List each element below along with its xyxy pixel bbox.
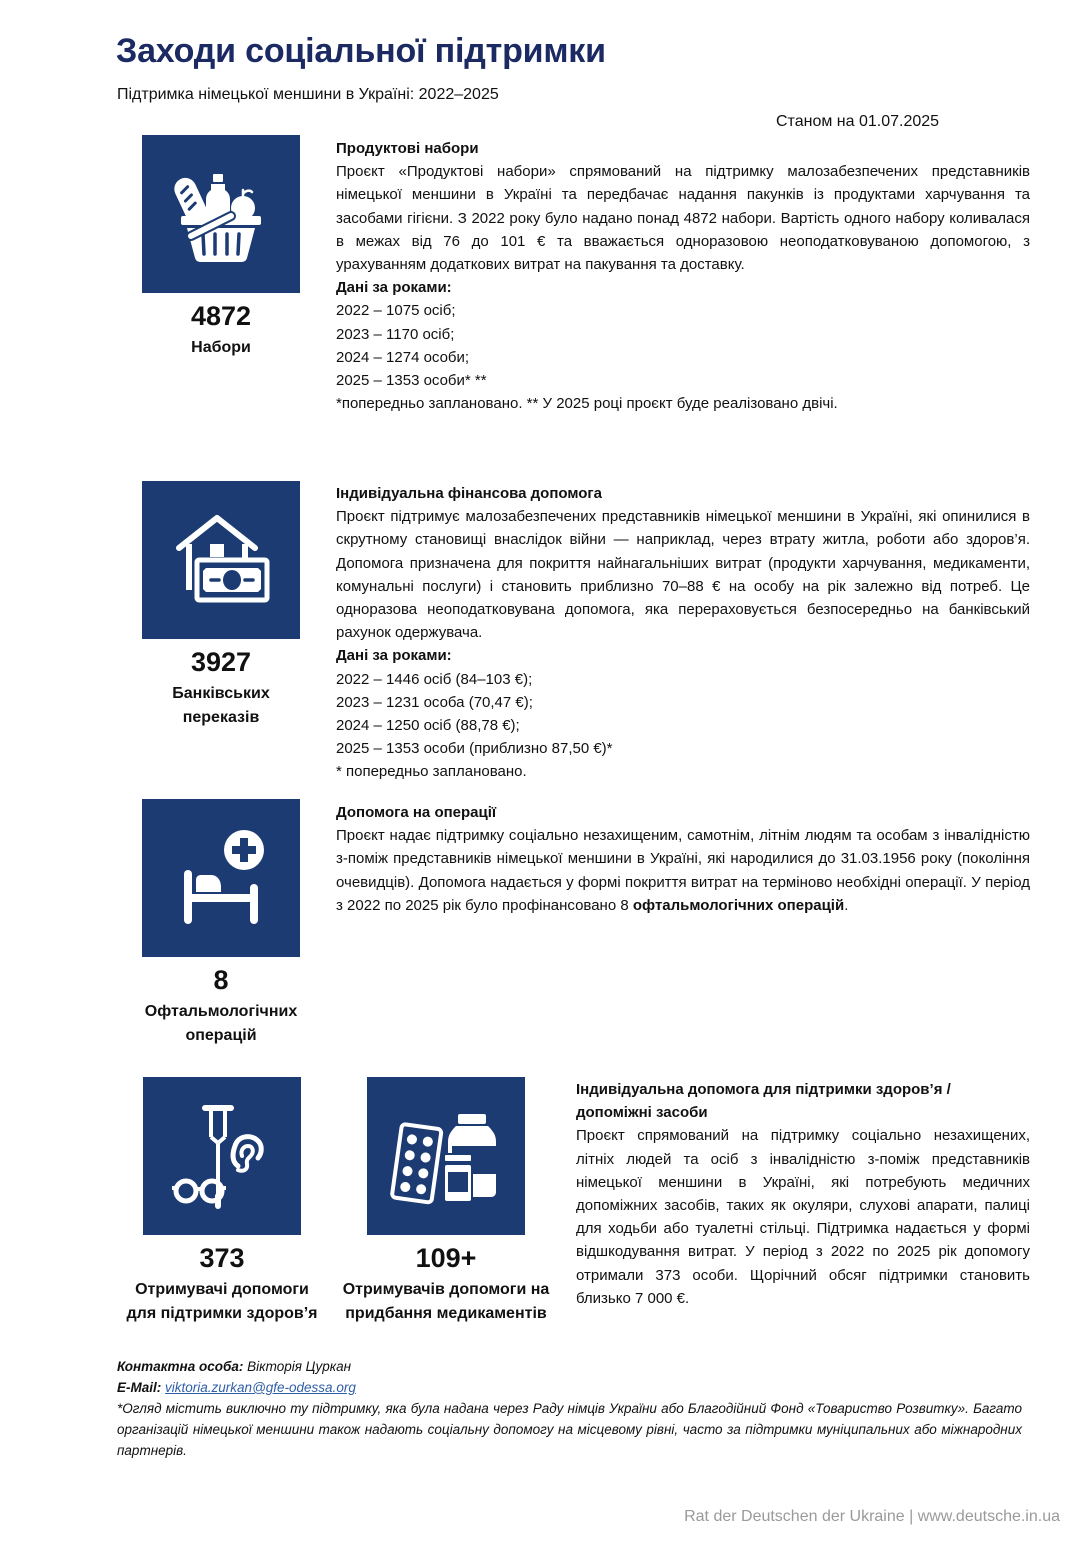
section-body bbox=[336, 824, 1030, 917]
hospital-bed-icon bbox=[142, 799, 300, 957]
year-row: 2022 – 1446 осіб (84–103 €); bbox=[336, 670, 533, 688]
food-basket-icon bbox=[142, 135, 300, 293]
section-food-packages bbox=[336, 137, 1030, 415]
section-body: Проєкт «Продуктові набори» спрямований на підтримку малозабезпечених представників німецької меншини в Україні та передбачає надання пакунків із продуктами харчування та засобами гігієни. З 2022 року було надано понад 4872 набори. Вартість одного набору коливалася в межах від 76 до 101 € та вважається одноразовою неоподатковуваною допомогою, з урахуванням додаткових витрат на пакування та доставку. bbox=[336, 163, 1030, 274]
stat-food-packages bbox=[142, 300, 300, 360]
stat-bank-transfers bbox=[142, 646, 300, 730]
stat-value: 109+ bbox=[415, 1243, 477, 1273]
section-body-emphasis: офтальмологічних операцій bbox=[632, 896, 845, 914]
stat-label-line: Офтальмологічних bbox=[144, 1003, 298, 1020]
section-body: Проєкт спрямований на підтримку соціально незахищених, літніх людей та осіб з інвалідністю з-поміж представників німецької меншини в Україні, які потребують медичних допоміжних засобів, таких як окуляри, слухові апарати, палиці для ходьби або туалетні стільці. Підтримка надається у формі відшкодування витрат. У період з 2022 по 2025 рік допомогу отримали 373 особи. Щорічний обсяг підтримки становить близько 7 000 €. bbox=[576, 1127, 1030, 1307]
section-heading-line: допоміжні засоби bbox=[576, 1104, 708, 1122]
section-health-aids bbox=[576, 1078, 1030, 1310]
section-body-end: . bbox=[844, 896, 849, 914]
stat-label-line: для підтримки bbox=[126, 1305, 242, 1322]
contact-footer bbox=[117, 1356, 1022, 1461]
stat-label: Набори bbox=[191, 339, 251, 356]
year-row: 2024 – 1274 особи; bbox=[336, 348, 470, 366]
stat-label-line: придбання медикаментів bbox=[345, 1305, 547, 1322]
stat-label bbox=[142, 682, 300, 730]
stat-label-line: Отримувачі допомоги bbox=[135, 1281, 309, 1298]
contact-person bbox=[117, 1356, 1022, 1377]
stat-value: 3927 bbox=[190, 647, 252, 677]
contact-email bbox=[117, 1377, 1022, 1398]
year-row: 2023 – 1231 особа (70,47 €); bbox=[336, 693, 533, 711]
stat-operations bbox=[132, 964, 310, 1048]
disclaimer-note: *Огляд містить виключно ту підтримку, яка була надана через Раду німців України або Благодійний Фонд «Товариство Розвитку». Багато організацій німецької меншини також надають соціальну допомогу на місцевому рівні, часто за підтримки муніципальних або міжнародних партнерів. bbox=[117, 1401, 1022, 1458]
stat-value: 4872 bbox=[190, 301, 252, 331]
stat-label-line: здоров’я bbox=[246, 1305, 318, 1322]
house-money-icon bbox=[142, 481, 300, 639]
year-row: 2025 – 1353 особи* ** bbox=[336, 372, 487, 390]
stat-value: 373 bbox=[199, 1243, 245, 1273]
page-title: Заходи соціальної підтримки bbox=[116, 32, 606, 70]
section-heading: Допомога на операції bbox=[336, 804, 497, 821]
section-heading: Індивідуальна фінансова допомога bbox=[336, 485, 603, 502]
years-heading: Дані за роками: bbox=[336, 647, 452, 665]
page-subtitle: Підтримка німецької меншини в Україні: 2022–2025 bbox=[117, 86, 499, 103]
year-row: 2023 – 1170 осіб; bbox=[336, 325, 455, 343]
year-row: 2024 – 1250 осіб (88,78 €); bbox=[336, 717, 520, 735]
stat-label-line: Отримувачів допомоги на bbox=[342, 1281, 550, 1298]
medical-aids-icon bbox=[143, 1077, 301, 1235]
as-of-date: Станом на 01.07.2025 bbox=[776, 113, 940, 130]
email-label: E-Mail: bbox=[117, 1380, 162, 1395]
footnote: * попередньо заплановано. bbox=[336, 763, 527, 781]
stat-label-line: Банківських bbox=[172, 685, 270, 702]
section-operations bbox=[336, 801, 1030, 917]
stat-medicine-recipients bbox=[330, 1242, 562, 1326]
contact-name: Вікторія Цуркан bbox=[243, 1359, 352, 1374]
section-heading-line: Індивідуальна допомога для підтримки здоров’я / bbox=[576, 1081, 951, 1098]
brand-footer: Rat der Deutschen der Ukraine | www.deutsche.in.ua bbox=[684, 1508, 1060, 1525]
year-row: 2022 – 1075 осіб; bbox=[336, 302, 456, 320]
stat-label bbox=[120, 1278, 324, 1326]
section-heading: Продуктові набори bbox=[336, 140, 479, 157]
contact-label: Контактна особа: bbox=[117, 1359, 244, 1374]
stat-health-aid-recipients bbox=[120, 1242, 324, 1326]
year-row: 2025 – 1353 особи (приблизно 87,50 €)* bbox=[336, 740, 613, 758]
email-link[interactable]: viktoria.zurkan@gfe-odessa.org bbox=[165, 1380, 356, 1395]
stat-label bbox=[132, 1000, 310, 1048]
stat-label-line: переказів bbox=[182, 709, 260, 726]
medicines-icon bbox=[367, 1077, 525, 1235]
stat-label-line: операцій bbox=[185, 1027, 257, 1044]
section-heading bbox=[576, 1078, 1030, 1124]
stat-value: 8 bbox=[213, 965, 229, 995]
section-financial-aid bbox=[336, 482, 1030, 784]
stat-label bbox=[330, 1278, 562, 1326]
years-heading: Дані за роками: bbox=[336, 279, 452, 297]
section-body-text: Проєкт надає підтримку соціально незахищеним, самотнім, літнім людям та особам з інвалідністю з-поміж представників німецької меншини в Україні, які народилися до 31.03.1956 року (покоління очевидців). Допомога надається у формі покриття витрат на терміново необхідні операції. У період з 2022 по 2025 рік було профінансовано 8 bbox=[336, 827, 1030, 914]
footnote: *попередньо заплановано. ** У 2025 році проєкт буде реалізовано двічі. bbox=[336, 395, 838, 413]
section-body: Проєкт підтримує малозабезпечених представників німецької меншини в Україні, які опинилися в скрутному становищі внаслідок війни — наприклад, через втрату житла, роботи або здоров’я. Допомога призначена для покриття найнагальніших витрат (продукти харчування, медикаменти, комунальні послуги) і становить приблизно 70–88 € на особу на рік залежно від потреб. Це одноразова неоподатковувана допомога, яка перераховується безпосередньо на банківський рахунок одержувача. bbox=[336, 508, 1030, 642]
